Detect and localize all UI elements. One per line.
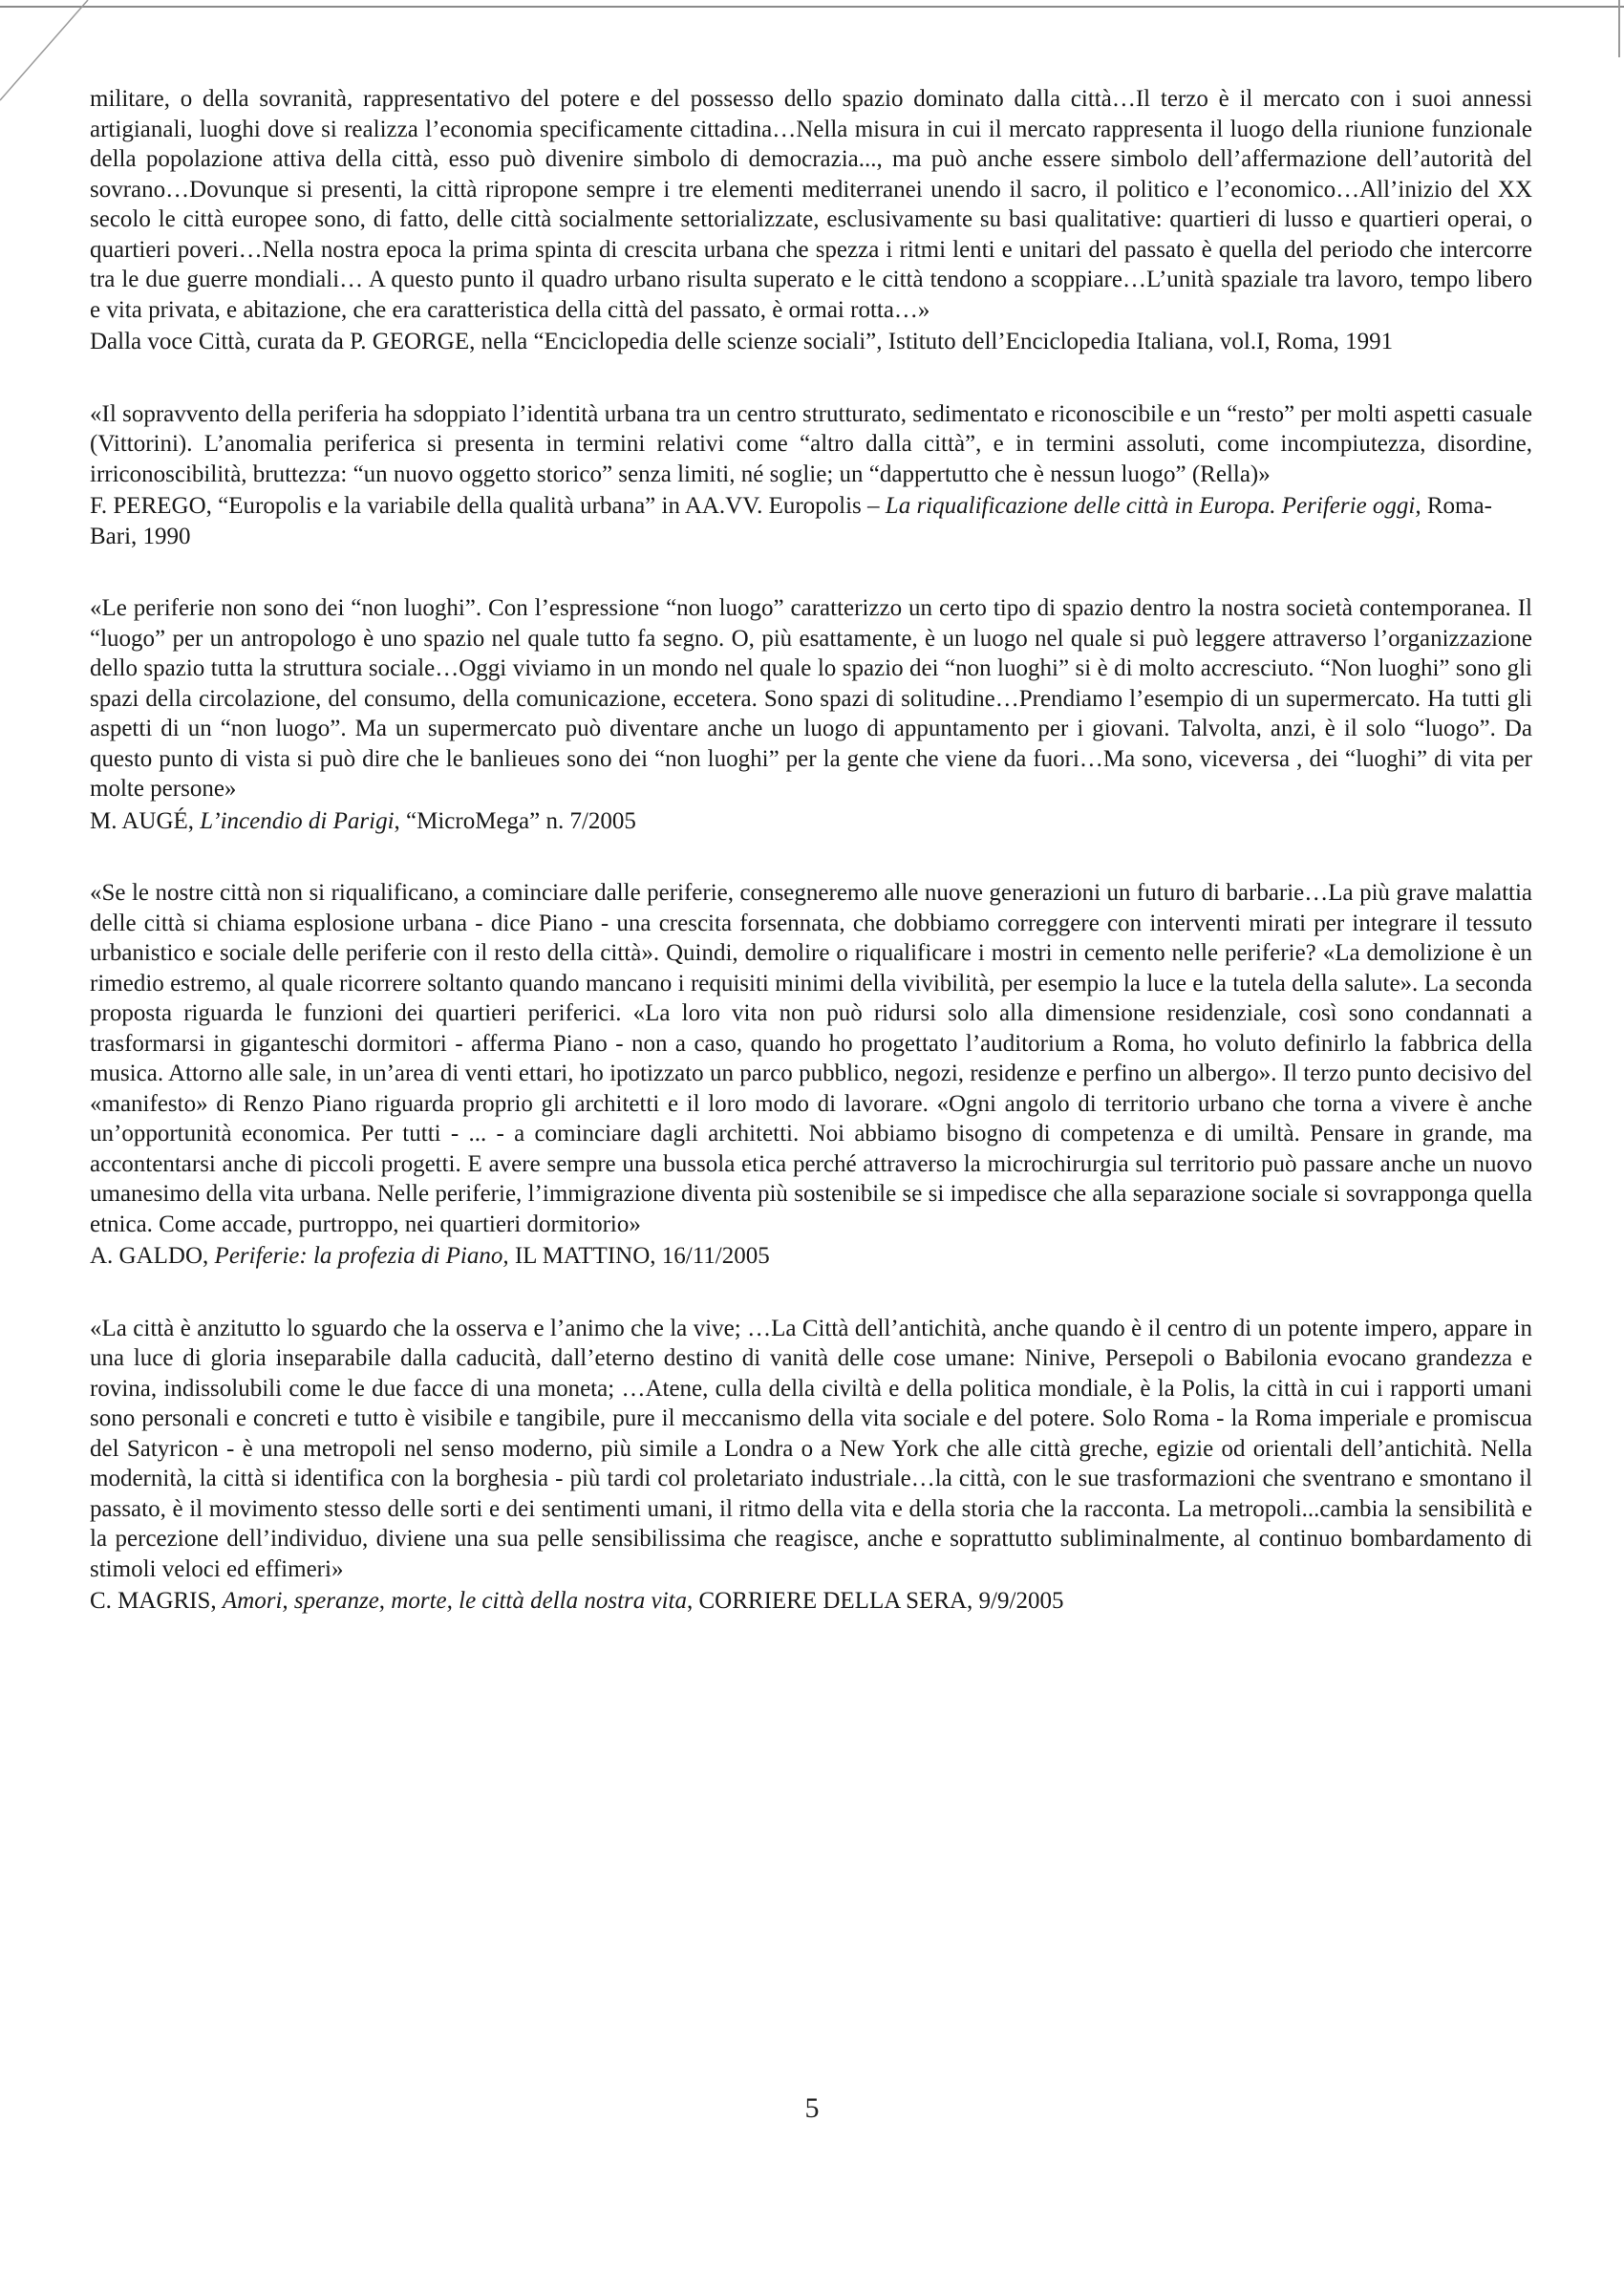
source-publication: , CORRIERE DELLA SERA, 9/9/2005	[686, 1588, 1064, 1614]
citation-block-magris	[90, 1314, 1532, 1617]
quote-source	[90, 491, 1532, 551]
quote-text: «Se le nostre città non si riqualificano, a cominciare dalle periferie, consegneremo alle nuove generazioni un futuro di barbarie…La più grave malattia delle città si chiama esplosione urbana - dice Piano - una crescita forsennata, che dobbiamo correggere con interventi mirati per integrare il tessuto urbanistico e sociale delle periferie con il resto della città». Quindi, demolire o riqualificare i mostri in cemento nelle periferie? «La demolizione è un rimedio estremo, al quale ricorrere soltanto quando mancano i requisiti minimi della vivibilità, per esempio la luce e la tutela della salute». La seconda proposta riguarda le funzioni dei quartieri periferici. «La loro vita non può ridursi solo alla dimensione residenziale, così sono condannati a trasformarsi in giganteschi dormitori - afferma Piano - non a caso, quando ho progettato l’auditorium a Roma, ho voluto definirlo la fabbrica della musica. Attorno alle sale, in un’area di venti ettari, ho ipotizzato un parco pubblico, negozi, residenze e perfino un albergo». Il terzo punto decisivo del «manifesto» di Renzo Piano riguarda proprio gli architetti e il loro modo di lavorare. «Ogni angolo di territorio urbano che torna a vivere è anche un’opportunità economica. Per tutti - ... - a cominciare dagli architetti. Noi abbiamo bisogno di competenza e di umiltà. Pensare in grande, ma accontentarsi anche di piccoli progetti. E avere sempre una bussola etica perché attraverso la microchirurgia sul territorio può passare anche un nuovo umanesimo della vita urbana. Nelle periferie, l’immigrazione diventa più sostenibile se si impedisce che alla separazione sociale si sovrapponga quella etnica. Come accade, purtroppo, nei quartieri dormitorio»	[90, 880, 1532, 1237]
source-author: C. MAGRIS,	[90, 1588, 223, 1614]
citation-block-perego	[90, 399, 1532, 552]
source-publication: Roma-Bari, 1990	[90, 493, 1492, 549]
source-author: A. GALDO,	[90, 1243, 215, 1269]
source-title: L’incendio di Parigi	[200, 807, 395, 834]
source-title: La riqualificazione delle città in Europa. Periferie oggi,	[885, 493, 1421, 519]
source-title: Amori, speranze, morte, le città della nostra vita	[222, 1588, 687, 1614]
page-number: 5	[804, 2092, 820, 2124]
quote-text: «Il sopravvento della periferia ha sdoppiato l’identità urbana tra un centro strutturato, sedimentato e riconoscibile e un “resto” per molti aspetti casuale (Vittorini). L’anomalia periferica si presenta in termini relativi come “altro dalla città”, e in termini assoluti, come incompiutezza, disordine, irriconoscibilità, bruttezza: “un nuovo oggetto storico” senza limiti, né soglie; un “dappertutto che è nessun luogo” (Rella)»	[90, 400, 1532, 487]
source-author: Dalla voce Città, curata da P. GEORGE, nella “Enciclopedia delle scienze sociali”, Istituto dell’Enciclopedia Italiana, vol.I, Roma, 1991	[90, 329, 1394, 354]
source-title: Periferie: la profezia di Piano,	[214, 1243, 509, 1269]
citation-block-george	[90, 84, 1532, 357]
citation-block-galdo	[90, 878, 1532, 1272]
quote-source	[90, 1241, 1532, 1272]
document-body	[90, 84, 1532, 1659]
source-author: M. AUGÉ,	[90, 807, 201, 834]
scan-right-edge	[1618, 0, 1620, 57]
quote-text: militare, o della sovranità, rappresentativo del potere e del possesso dello spazio dominato dalla città…Il terzo è il mercato con i suoi annessi artigianali, luoghi dove si realizza l’economia specificamente cittadina…Nella misura in cui il mercato rappresenta il luogo della riunione funzionale della popolazione attiva della città, esso può divenire simbolo di democrazia..., ma può anche essere simbolo dell’affermazione dell’autorità del sovrano…Dovunque si presenti, la città ripropone sempre i tre elementi mediterranei unendo il sacro, il politico e l’economico…All’inizio del XX secolo le città europee sono, di fatto, delle città socialmente settorializzate, esclusivamente su basi qualitative: quartieri di lusso e quartieri operai, o quartieri poveri…Nella nostra epoca la prima spinta di crescita urbana che spezza i ritmi lenti e unitari del passato è quella del periodo che intercorre tra le due guerre mondiali… A questo punto il quadro urbano risulta superato e le città tendono a scoppiare…L’unità spaziale tra lavoro, tempo libero e vita privata, e abitazione, che era caratteristica della città del passato, è ormai rotta…»	[90, 86, 1532, 323]
quote-source	[90, 1586, 1532, 1617]
quote-text: «Le periferie non sono dei “non luoghi”. Con l’espressione “non luogo” caratterizzo un certo tipo di spazio dentro la nostra società contemporanea. Il “luogo” per un antropologo è uno spazio nel quale tutto fa segno. O, più esattamente, è un luogo nel quale si può leggere attraverso l’organizzazione dello spazio tutta la struttura sociale…Oggi viviamo in un mondo nel quale lo spazio dei “non luoghi” si è di molto accresciuto. “Non luoghi” sono gli spazi della circolazione, del consumo, della comunicazione, eccetera. Sono spazi di solitudine…Prendiamo l’esempio di un supermercato. Ha tutti gli aspetti di un “non luogo”. Ma un supermercato può diventare anche un luogo di appuntamento per i giovani. Talvolta, anzi, è il solo “luogo”. Da questo punto di vista si può dire che le banlieues sono dei “non luoghi” per la gente che viene da fuori…Ma sono, viceversa , dei “luoghi” di vita per molte persone»	[90, 595, 1532, 802]
source-author: F. PEREGO, “Europolis e la variabile della qualità urbana” in AA.VV. Europolis –	[90, 493, 886, 519]
source-publication: , “MicroMega” n. 7/2005	[394, 807, 636, 834]
quote-text: «La città è anzitutto lo sguardo che la osserva e l’animo che la vive; …La Città dell’antichità, anche quando è il centro di un potente impero, appare in una luce di gloria inseparabile dalla caducità, dall’eterno destino di vanità delle cose umane: Ninive, Persepoli o Babilonia evocano grandezza e rovina, indissolubili come le due facce di una moneta; …Atene, culla della civiltà e della politica mondiale, è la Polis, la città in cui i rapporti umani sono personali e concreti e tutto è visibile e tangibile, pure il meccanismo della vita sociale e del potere. Solo Roma - la Roma imperiale e promiscua del Satyricon - è una metropoli nel senso moderno, più simile a Londra o a New York che alle città greche, egizie od orientali dell’antichità. Nella modernità, la città si identifica con la borghesia - più tardi col proletariato industriale…la città, con le sue trasformazioni che sventrano e smontano il passato, è il movimento stesso delle sorti e dei sentimenti umani, il ritmo della vita e della storia che la racconta. La metropoli...cambia la sensibilità e la percezione dell’individuo, diviene una sua pelle sensibilissima che reagisce, anche e soprattutto subliminalmente, al continuo bombardamento di stimoli veloci ed effimeri»	[90, 1315, 1532, 1582]
citation-block-auge	[90, 593, 1532, 836]
source-publication: IL MATTINO, 16/11/2005	[508, 1243, 770, 1269]
quote-source	[90, 327, 1532, 357]
quote-source	[90, 806, 1532, 837]
scan-top-edge	[0, 6, 1624, 8]
